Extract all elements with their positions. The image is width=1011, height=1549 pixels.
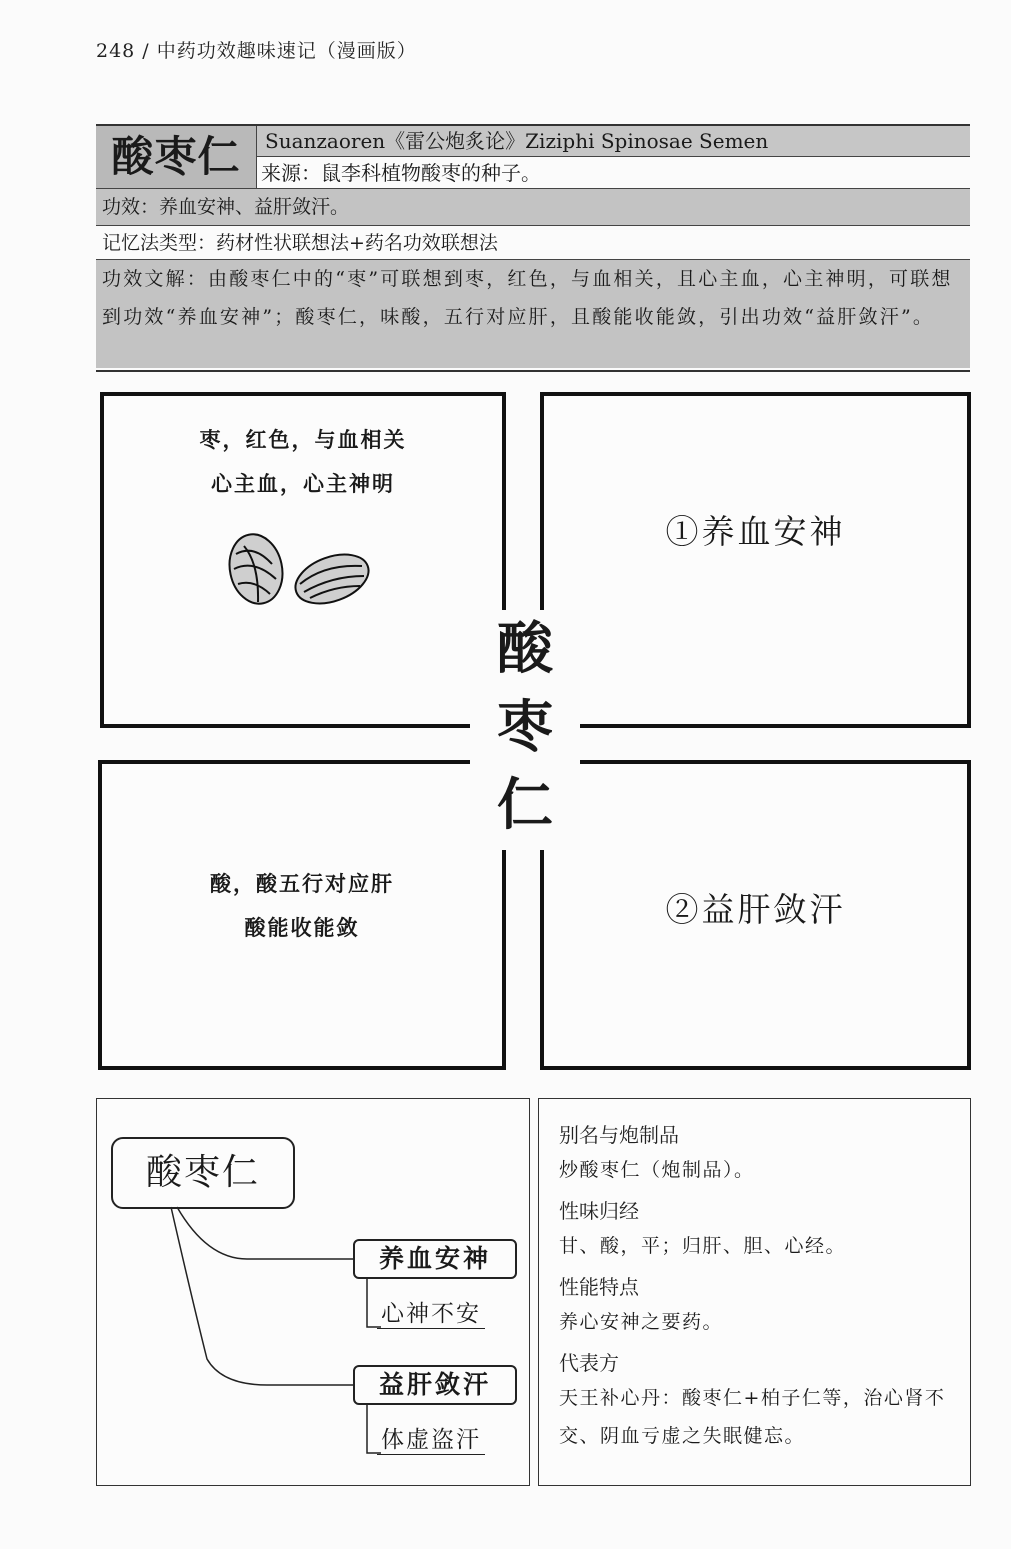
comic-panel-2	[540, 392, 971, 728]
herb-name: 酸枣仁	[96, 126, 257, 188]
comic-panel-1	[100, 392, 506, 728]
panel1-line2: 心主血，心主神明	[211, 471, 395, 496]
panel3-line1: 酸，酸五行对应肝	[210, 871, 394, 896]
formula-heading: 代表方	[559, 1351, 619, 1375]
jujube-seed-illustration	[214, 524, 394, 634]
latin-name: Suanzaoren《雷公炮炙论》Ziziphi Spinosae Semen	[257, 126, 970, 157]
mindmap-subnode-2: 体虚盗汗	[377, 1421, 485, 1455]
panel1-line1: 枣，红色，与血相关	[199, 427, 407, 452]
mindmap-node-1: 养血安神	[353, 1239, 517, 1279]
center-char: 枣	[497, 694, 553, 760]
memory-type-text: 记忆法类型：药材性状联想法+药名功效联想法	[96, 226, 970, 260]
mindmap-node-2: 益肝敛汗	[353, 1365, 517, 1405]
notes-box	[538, 1098, 971, 1486]
mindmap-box	[96, 1098, 530, 1486]
formula-text: 天王补心丹：酸枣仁+柏子仁等，治心肾不交、阴血亏虚之失眠健忘。	[559, 1387, 946, 1447]
panel4-text: ②益肝敛汗	[665, 890, 846, 929]
seed-icon	[223, 529, 288, 608]
seed-icon	[289, 545, 375, 612]
nature-text: 甘、酸，平；归肝、胆、心经。	[559, 1235, 847, 1257]
alias-heading: 别名与炮制品	[559, 1123, 679, 1147]
comic-panel-4	[540, 760, 971, 1070]
features-heading: 性能特点	[559, 1275, 639, 1299]
efficacy-text: 功效：养血安神、益肝敛汗。	[96, 188, 970, 226]
nature-heading: 性味归经	[559, 1199, 639, 1223]
center-char: 酸	[497, 616, 553, 682]
panel3-line2: 酸能收能敛	[244, 915, 360, 940]
info-title-row	[96, 126, 970, 188]
info-table	[96, 124, 970, 372]
source-text: 来源：鼠李科植物酸枣的种子。	[257, 158, 970, 188]
panel2-text: ①养血安神	[665, 512, 846, 551]
comic-panel-3	[98, 760, 506, 1070]
center-char: 仁	[497, 772, 553, 838]
features-text: 养心安神之要药。	[559, 1311, 724, 1333]
page-header: 248 / 中药功效趣味速记（漫画版）	[96, 40, 417, 62]
explain-text: 功效文解：由酸枣仁中的“枣”可联想到枣，红色，与血相关，且心主血，心主神明，可联想到功效“养血安神”；酸枣仁，味酸，五行对应肝，且酸能收能敛，引出功效“益肝敛汗”。	[96, 260, 970, 368]
center-herb-title	[470, 610, 580, 850]
mindmap-subnode-1: 心神不安	[377, 1295, 485, 1329]
alias-text: 炒酸枣仁（炮制品）。	[559, 1159, 755, 1181]
mindmap-root: 酸枣仁	[111, 1137, 295, 1209]
